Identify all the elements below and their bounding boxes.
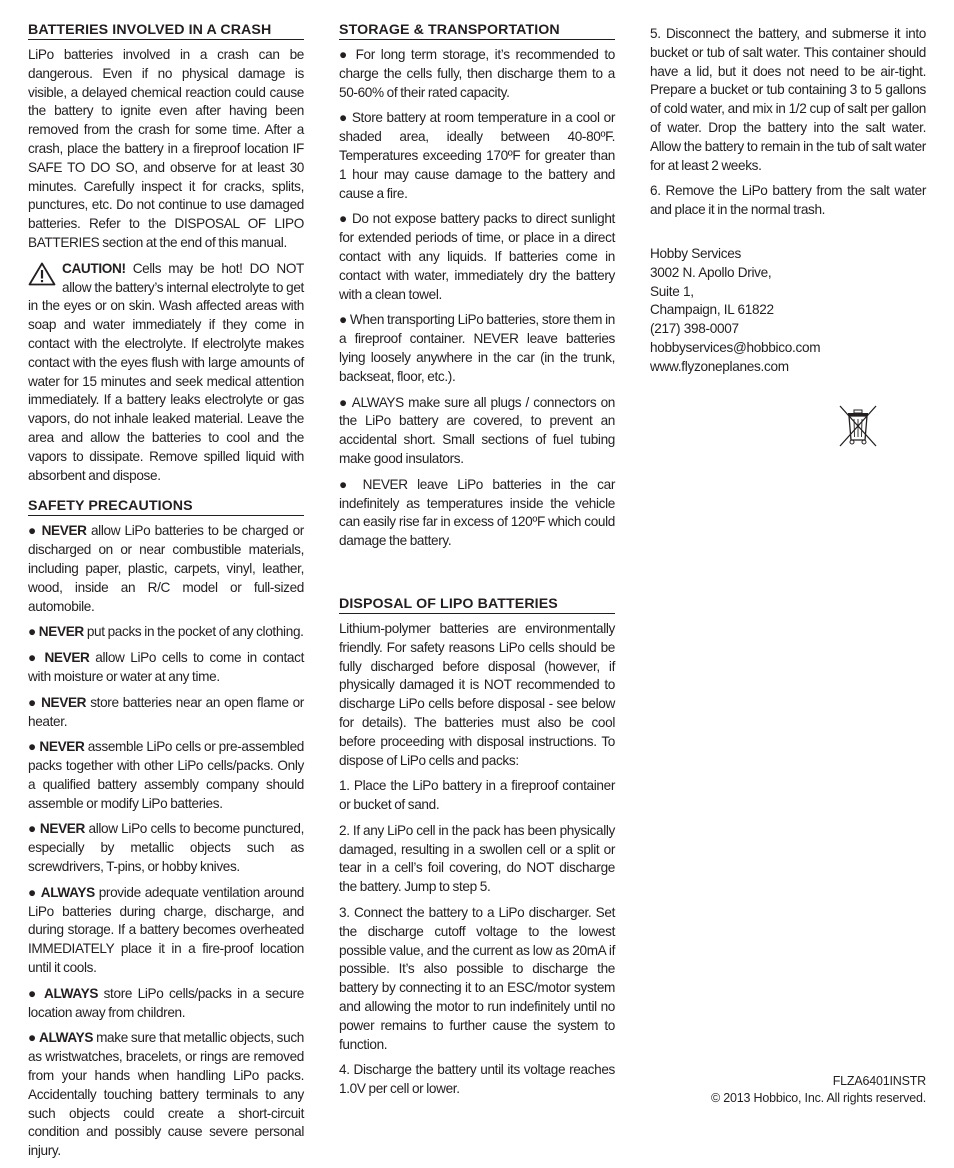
bullet: ● <box>28 985 45 1001</box>
address-block <box>650 245 926 377</box>
caution-body: Cells may be hot! DO NOT allow the battery’s internal electrolyte to get in the eyes or on skin. Wash affected areas with soap and water immediately if they come in contact with the electrolyte. If electrolyte makes contact with the eyes flush with large amounts of water for 15 minutes and seek medical attention immediately. If a battery leaks electrolyte or gas vapors, do not inhale leaked material. Leave the area and allow the batteries to cool and the vapors to dissipate. Remove spilled liquid with absorbent and dispose. <box>28 260 304 483</box>
safety-list <box>28 522 304 1161</box>
address-line: (217) 398-0007 <box>650 321 739 337</box>
caution-label: CAUTION! <box>62 260 126 276</box>
footer <box>711 1073 926 1106</box>
disposal-step: 5. Disconnect the battery, and submerse it into bucket or tub of salt water. This container should have a lid, but it does not need to be air-tight. Prepare a bucket or tub containing 3 to 5 gallons of cold water, and mix in 1/2 cup of salt per gallon of water. Drop the battery into the salt water. Allow the battery to remain in the tub of salt water for at least 2 weeks. <box>650 26 926 173</box>
safety-item-lead: NEVER <box>41 523 87 539</box>
safety-item-text: store LiPo cells/packs in a secure location away from children. <box>28 985 304 1020</box>
safety-item-lead: ALWAYS <box>44 985 99 1001</box>
storage-item: ● Store battery at room temperature in a cool or shaded area, ideally between 40-80ºF. Temperatures exceeding 170ºF for greater than 1 hour may cause damage to the battery and cause a fire. <box>339 110 615 201</box>
bullet: ● <box>28 1030 39 1046</box>
crash-body: LiPo batteries involved in a crash can be dangerous. Even if no physical damage is visible, a delayed chemical reaction could cause the battery to ignite even after having been removed from the crash for some time. After a crash, place the battery in a fireproof location IF SAFE TO DO SO, and observe for at least 30 minutes. Carefully inspect it for cracks, splits, punctures, etc. Do not continue to use damaged batteries. Refer to the DISPOSAL OF LIPO BATTERIES section at the end of this manual. <box>28 47 304 250</box>
address-line: 3002 N. Apollo Drive, <box>650 264 772 280</box>
crash-heading: BATTERIES INVOLVED IN A CRASH <box>28 22 304 40</box>
storage-item: ● Do not expose battery packs to direct sunlight for extended periods of time, or place in a direct contact with any liquids. If batteries come in contact with water, immediately dry the battery with a clean towel. <box>339 211 615 302</box>
bullet: ● <box>28 694 42 710</box>
disposal-step: 6. Remove the LiPo battery from the salt water and place it in the normal trash. <box>650 183 926 218</box>
safety-item <box>28 985 304 1023</box>
storage-item: ● When transporting LiPo batteries, store them in a fireproof container. NEVER leave batteries lying loosely anywhere in the car (in the trunk, backseat, floor, etc.). <box>339 312 615 384</box>
disposal-step: 4. Discharge the battery until its voltage reaches 1.0V per cell or lower. <box>339 1062 615 1097</box>
bullet: ● <box>28 624 39 640</box>
safety-item-lead: NEVER <box>39 821 85 837</box>
safety-item <box>28 1029 304 1161</box>
safety-item <box>28 694 304 732</box>
safety-item <box>28 623 304 642</box>
safety-item-text: provide adequate ventilation around LiPo batteries during charge, discharge, and during storage. If a battery becomes overheated IMMEDIATELY place it in a fire-proof location until it cools. <box>28 884 304 976</box>
disposal-heading: DISPOSAL OF LIPO BATTERIES <box>339 596 615 614</box>
safety-item-text: assemble LiPo cells or pre-assembled packs together with other LiPo cells/packs. Only a qualified battery assembly company should assemble or modify LiPo batteries. <box>28 739 304 811</box>
column-right <box>650 25 926 377</box>
safety-item-lead: ALWAYS <box>38 1030 94 1046</box>
disposal-step: 1. Place the LiPo battery in a fireproof container or bucket of sand. <box>339 778 615 813</box>
disposal-steps-1-4 <box>339 777 615 1099</box>
column-middle <box>339 22 615 1106</box>
disposal-steps-5-6 <box>650 25 926 220</box>
warning-triangle-icon <box>28 262 56 286</box>
copyright: © 2013 Hobbico, Inc. All rights reserved. <box>710 1090 926 1105</box>
address-line: Hobby Services <box>650 245 741 261</box>
safety-item <box>28 649 304 687</box>
safety-item-lead: NEVER <box>39 739 85 755</box>
bullet: ● <box>28 821 40 837</box>
storage-item: ● ALWAYS make sure all plugs / connectors on the LiPo battery are covered, to prevent an accidental short. Small sections of fuel tubing make good insulators. <box>339 394 615 466</box>
storage-item: ● For long term storage, it’s recommended to charge the cells fully, then discharge them to a 50-60% of their rated capacity. <box>339 47 615 100</box>
disposal-intro: Lithium-polymer batteries are environmentally friendly. For safety reasons LiPo cells should be fully discharged before disposal (however, if physically damaged it is NOT recommended to discharge LiPo cells before disposal - see below for details). The batteries must also be cool before proceeding with disposal instructions. To dispose of LiPo cells and packs: <box>339 620 615 768</box>
bullet: ● <box>28 650 45 666</box>
safety-item-text: make sure that metallic objects, such as wristwatches, bracelets, or rings are removed from your hands when handling LiPo packs. Accidentally touching battery terminals to any such objects could create a short-circuit condition and possibly cause severe personal injury. <box>28 1030 304 1159</box>
safety-heading: SAFETY PRECAUTIONS <box>28 498 304 516</box>
safety-item-text: allow LiPo cells to become punctured, especially by metallic objects such as screwdrivers, T-pins, or hobby knives. <box>28 821 304 875</box>
column-left <box>28 22 304 1168</box>
safety-item <box>28 820 304 876</box>
address-line: hobbyservices@hobbico.com <box>650 339 821 355</box>
caution-block <box>28 260 304 486</box>
safety-item-text: allow LiPo cells to come in contact with moisture or water at any time. <box>28 650 304 684</box>
safety-item-text: store batteries near an open flame or heater. <box>28 694 304 729</box>
bullet: ● <box>28 523 42 539</box>
address-line: Champaign, IL 61822 <box>650 302 774 318</box>
caution-text <box>28 260 304 486</box>
safety-item <box>28 522 304 616</box>
crossed-out-wheelie-bin-icon <box>837 404 879 448</box>
safety-item-lead: ALWAYS <box>40 884 95 900</box>
safety-item-text: allow LiPo batteries to be charged or discharged on or near combustible materials, including paper, plastic, carpets, vinyl, leather, wood, inside an R/C model or full-sized automobile. <box>28 523 304 614</box>
disposal-step: 3. Connect the battery to a LiPo discharger. Set the discharge cutoff voltage to the lowest possible value, and the current as low as 20mA if possible. It’s also possible to discharge the battery by connecting it to an ESC/motor system and allowing the motor to run indefinitely until no power remains to further cause the system to function. <box>339 905 615 1052</box>
storage-item: ● NEVER leave LiPo batteries in the car indefinitely as temperatures inside the vehicle can easily rise far in excess of 120ºF which could damage the battery. <box>339 476 615 549</box>
safety-item <box>28 884 304 978</box>
document-code: FLZA6401INSTR <box>832 1074 926 1088</box>
storage-heading: STORAGE & TRANSPORTATION <box>339 22 615 40</box>
address-line: www.flyzoneplanes.com <box>650 358 789 374</box>
address-line: Suite 1, <box>650 283 694 299</box>
safety-item-lead: NEVER <box>41 694 87 710</box>
safety-item-lead: NEVER <box>44 650 90 666</box>
disposal-step: 2. If any LiPo cell in the pack has been physically damaged, resulting in a swollen cell or a split or tear in a cell’s foil covering, do NOT discharge the battery. Jump to step 5. <box>339 822 615 895</box>
storage-list <box>339 46 615 551</box>
safety-item-lead: NEVER <box>38 624 84 640</box>
safety-item-text: put packs in the pocket of any clothing. <box>83 624 304 640</box>
bullet: ● <box>28 884 41 900</box>
bullet: ● <box>28 739 40 755</box>
safety-item <box>28 738 304 813</box>
